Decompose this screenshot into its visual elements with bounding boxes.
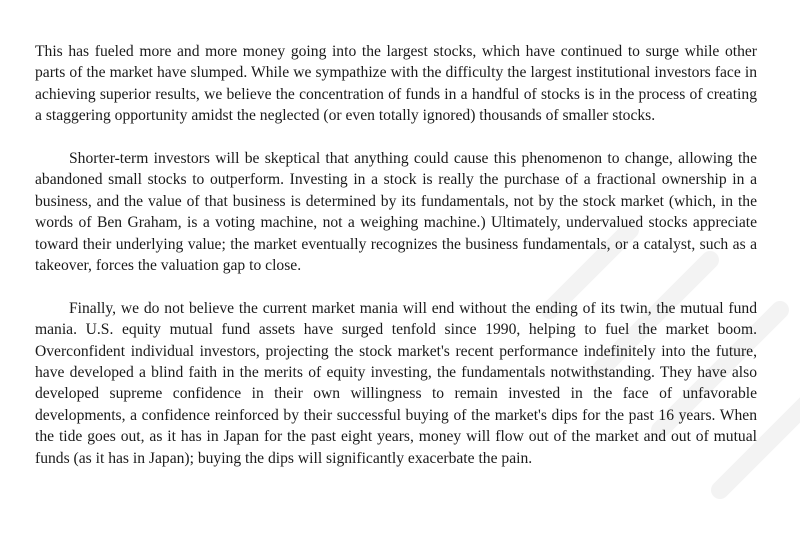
paragraph-2: Shorter-term investors will be skeptical that anything could cause this phenomenon to change, allowing the abandoned small stocks to outperform. Investing in a stock is really the purchase of a fractional ownership in a business, and the value of that business is determined by its fundamentals, not by the stock market (which, in the words of Ben Graham, is a voting machine, not a weighing machine.) Ultimately, undervalued stocks appreciate toward their underlying value; the market eventually recognizes the business fundamentals, or a catalyst, such as a takeover, forces the valuation gap to close.: [35, 150, 757, 275]
document-body: [35, 41, 757, 490]
paragraph-3: Finally, we do not believe the current market mania will end without the ending of its twin, the mutual fund mania. U.S. equity mutual fund assets have surged tenfold since 1990, helping to fuel the market boom. Overconfident individual investors, projecting the stock market's recent performance indefinitely into the future, have developed a blind faith in the merits of equity investing, the fundamentals notwithstanding. They have also developed supreme confidence in their own willingness to remain invested in the face of unfavorable developments, a confidence reinforced by their successful buying of the market's dips for the past 16 years. When the tide goes out, as it has in Japan for the past eight years, money will flow out of the market and out of mutual funds (as it has in Japan); buying the dips will significantly exacerbate the pain.: [35, 299, 757, 467]
paragraph-1: This has fueled more and more money going into the largest stocks, which have continued to surge while other parts of the market have slumped. While we sympathize with the difficulty the largest institutional investors face in achieving superior results, we believe the concentration of funds in a handful of stocks is in the process of creating a staggering opportunity amidst the neglected (or even totally ignored) thousands of smaller stocks.: [35, 43, 757, 125]
